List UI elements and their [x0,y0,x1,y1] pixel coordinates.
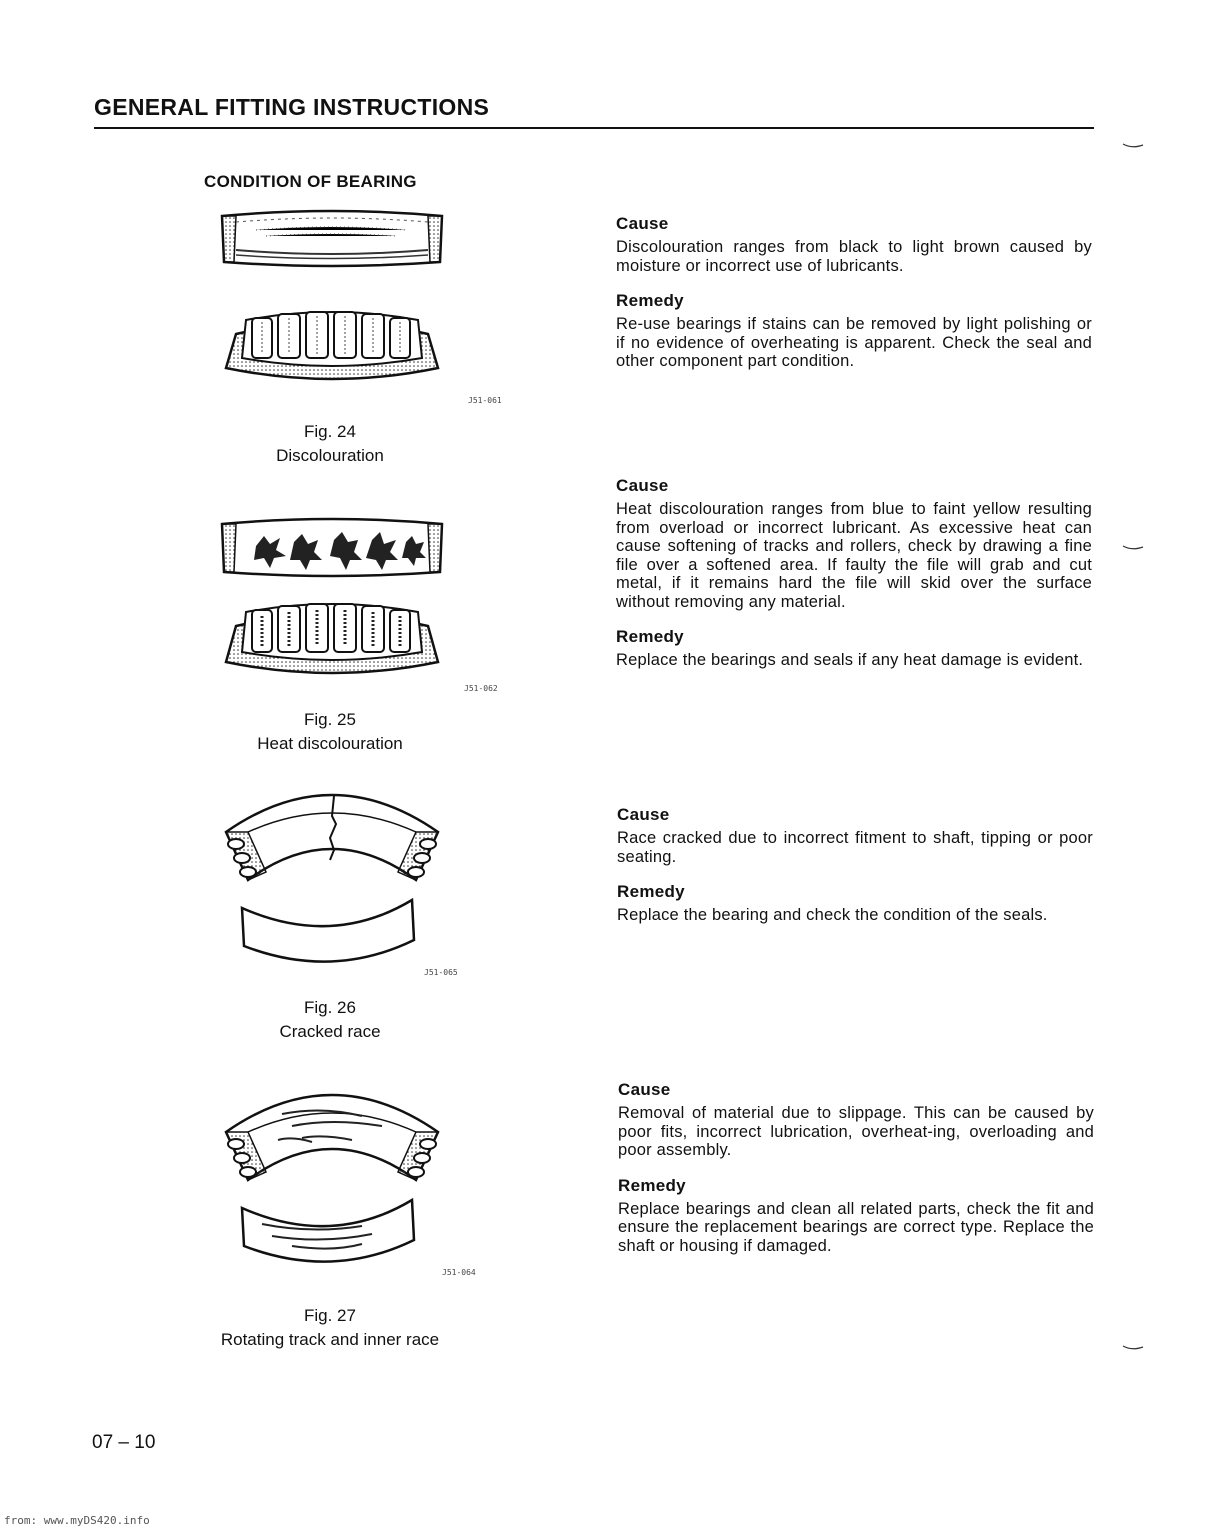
figure-number: Fig. 24 [304,422,356,441]
remedy-label: Remedy [616,627,684,646]
remedy-label: Remedy [616,291,684,310]
cause-text: Race cracked due to incorrect fitment to shaft, tipping or poor seating. [617,829,1093,866]
fig27-illustration [222,1074,448,1270]
section-heading: CONDITION OF BEARING [204,172,417,191]
remedy-label: Remedy [618,1175,686,1195]
figure-number: Fig. 26 [304,998,356,1017]
cause-text: Discolouration ranges from black to light brown caused by moisture or incorrect use of lubricants. [616,238,1092,275]
remedy-text: Replace the bearing and check the condition of the seals. [617,906,1048,924]
page-title: GENERAL FITTING INSTRUCTIONS [94,94,490,120]
remedy-text: Re-use bearings if stains can be removed by light polishing or if no evidence of overheating is apparent. Check the seal and other component part condition. [616,315,1092,370]
figure-caption [180,1304,480,1352]
entry-discolouration [616,214,1092,387]
figure-title: Discolouration [276,446,384,465]
figure-caption [180,708,480,756]
source-footer: from: www.myDS420.info [4,1514,150,1527]
figure-ref: J51-064 [442,1268,476,1277]
cause-label: Cause [616,476,669,495]
margin-mark [1122,544,1144,552]
cause-label: Cause [617,805,670,824]
remedy-label: Remedy [617,882,685,901]
fig24-illustration [216,208,448,394]
remedy-text: Replace bearings and clean all related parts, check the fit and ensure the replacement bearings are correct type. Replace the shaft or housing if damaged. [618,1199,1094,1255]
figure-caption [180,420,480,468]
figure-ref: J51-062 [464,684,498,693]
figure-caption [180,996,480,1044]
figure-title: Cracked race [279,1022,381,1041]
cause-label: Cause [618,1080,671,1099]
cause-text: Heat discolouration ranges from blue to faint yellow resulting from overload or incorrect lubricant. As excessive heat can cause softening of tracks and rollers, check by drawing a fine file over a softened area. If faulty the file will grab and cut metal, if it remains hard the file will skid over the surface without removing any material. [616,500,1092,611]
figure-ref: J51-061 [468,396,502,405]
cause-text: Removal of material due to slippage. This can be caused by poor fits, incorrect lubrication, overheat-ing, overloading and poor assembly. [618,1104,1094,1159]
figure-title: Heat discolouration [257,734,403,753]
margin-mark [1122,1344,1144,1352]
title-rule [94,127,1094,129]
figure-ref: J51-065 [424,968,458,977]
entry-heat-discolouration [616,476,1092,686]
fig26-illustration [222,788,448,972]
figure-number: Fig. 27 [304,1306,356,1325]
cause-label: Cause [616,214,669,233]
margin-mark [1122,142,1144,150]
fig25-illustration [216,516,448,678]
figure-title: Rotating track and inner race [220,1330,440,1349]
figure-number: Fig. 25 [304,710,356,729]
page-number: 07 – 10 [92,1432,156,1453]
remedy-text: Replace the bearings and seals if any heat damage is evident. [616,651,1084,669]
entry-cracked-race [617,805,1093,941]
entry-rotating-track [618,1080,1094,1271]
